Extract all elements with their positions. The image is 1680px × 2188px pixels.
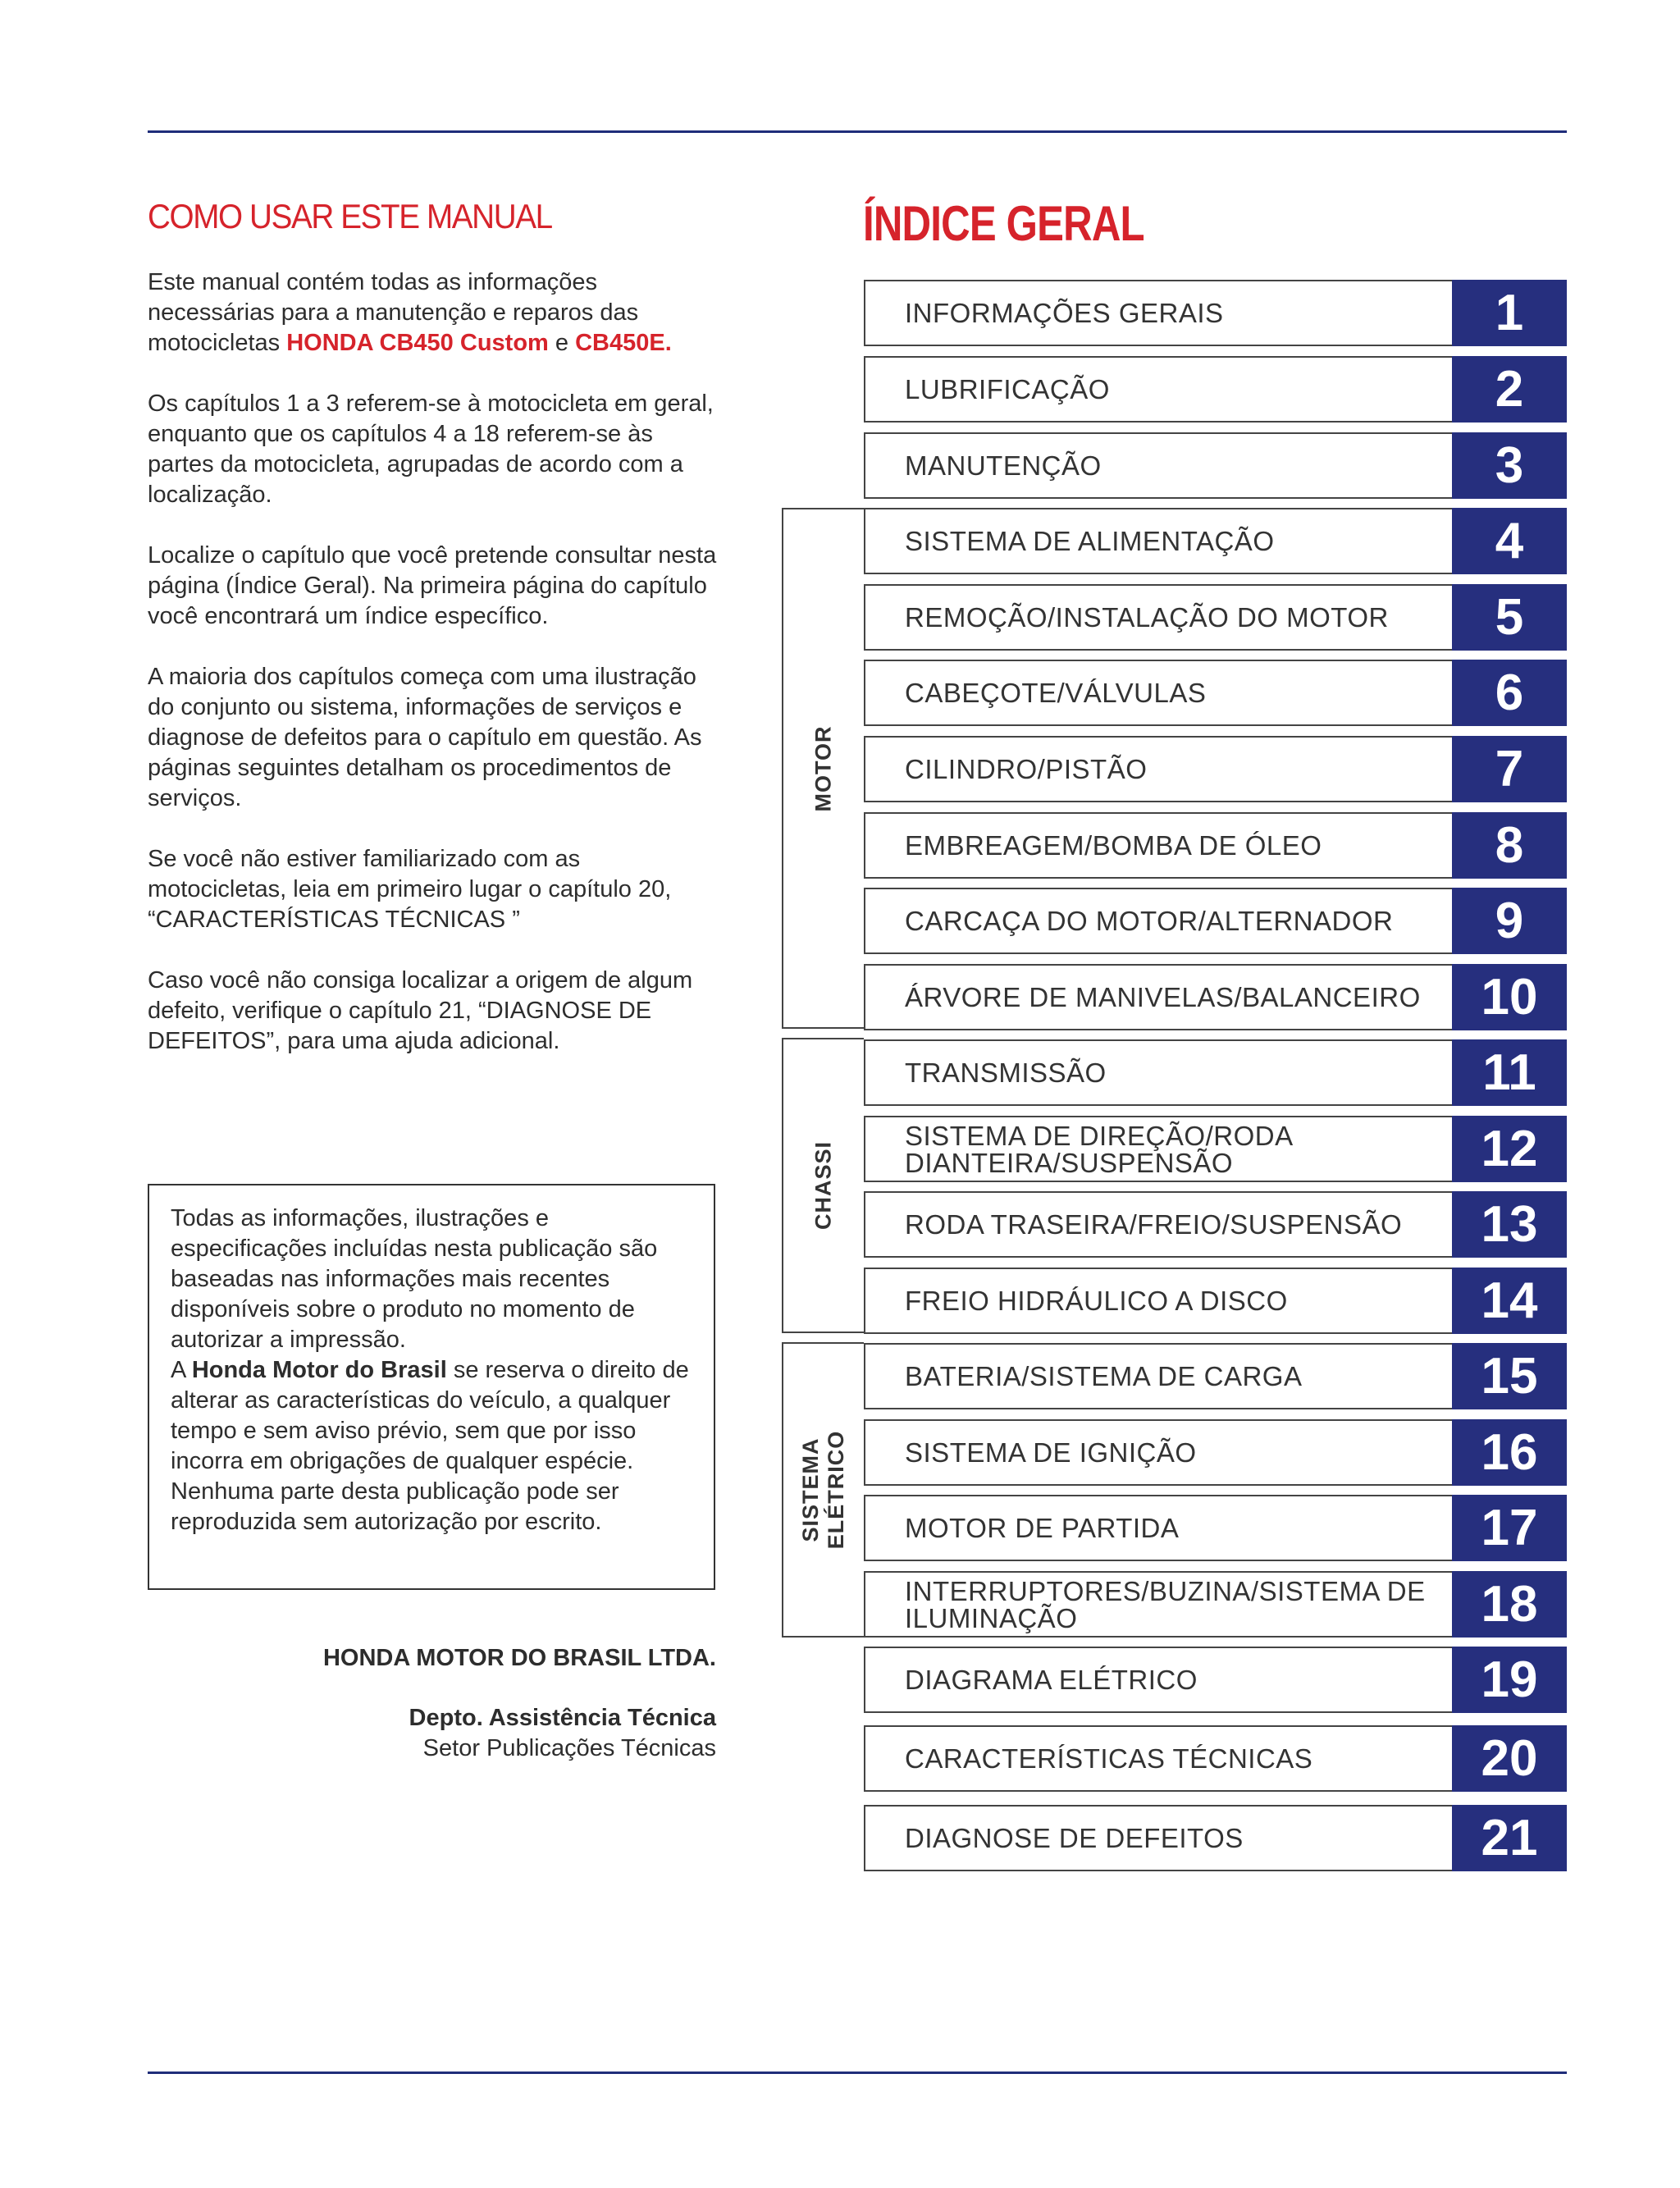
chapter-number[interactable]: 3 bbox=[1452, 432, 1567, 499]
chapter-label: MANUTENÇÃO bbox=[905, 450, 1102, 481]
chapter-row[interactable] bbox=[864, 660, 1567, 726]
chapter-label: SISTEMA DE ALIMENTAÇÃO bbox=[905, 526, 1275, 556]
chapter-number[interactable]: 11 bbox=[1452, 1039, 1567, 1106]
chapter-row[interactable] bbox=[864, 1116, 1567, 1182]
chapter-number[interactable]: 4 bbox=[1452, 508, 1567, 574]
chapter-row[interactable] bbox=[864, 1725, 1567, 1792]
chapter-number[interactable]: 10 bbox=[1452, 964, 1567, 1030]
chapter-number[interactable]: 18 bbox=[1452, 1571, 1567, 1638]
how-to-use-section bbox=[148, 197, 722, 1057]
index-title: ÍNDICE GERAL bbox=[863, 196, 1144, 251]
chapter-row[interactable] bbox=[864, 1039, 1567, 1106]
notice-text-1: Todas as informações, ilustrações e especificações incluídas nesta publicação são baseadas nas informações mais recentes disponíveis sobre o produto no momento de autorizar a impressão. bbox=[171, 1205, 658, 1353]
chapter-row[interactable] bbox=[864, 1191, 1567, 1258]
bottom-rule bbox=[148, 2072, 1567, 2074]
familiar-paragraph: Se você não estiver familiarizado com as motocicletas, leia em primeiro lugar o capítulo 20, “CARACTERÍSTICAS TÉCNICAS ” bbox=[148, 846, 672, 933]
how-to-use-title: COMO USAR ESTE MANUAL bbox=[148, 197, 552, 235]
locate-paragraph: Localize o capítulo que você pretende consultar nesta página (Índice Geral). Na primeira página do capítulo você encontrará um índice específico. bbox=[148, 542, 717, 629]
chapter-row[interactable] bbox=[864, 508, 1567, 574]
chapter-number[interactable]: 17 bbox=[1452, 1495, 1567, 1561]
notice-text-2 bbox=[171, 1355, 692, 1477]
chapter-number[interactable]: 2 bbox=[1452, 356, 1567, 423]
signature-sector: Setor Publicações Técnicas bbox=[422, 1735, 716, 1761]
chapter-label: EMBREAGEM/BOMBA DE ÓLEO bbox=[905, 830, 1322, 861]
chapter-row[interactable] bbox=[864, 888, 1567, 954]
chapter-row[interactable] bbox=[864, 1343, 1567, 1409]
group-chassi bbox=[782, 1038, 864, 1333]
chapter-label: TRANSMISSÃO bbox=[905, 1057, 1107, 1088]
chapter-label: RODA TRASEIRA/FREIO/SUSPENSÃO bbox=[905, 1209, 1403, 1240]
chapter-row[interactable] bbox=[864, 1419, 1567, 1486]
chapter-row[interactable] bbox=[864, 280, 1567, 346]
group-eletrico bbox=[782, 1342, 864, 1638]
chapter-number[interactable]: 16 bbox=[1452, 1419, 1567, 1486]
chapter-number[interactable]: 7 bbox=[1452, 736, 1567, 802]
group-label-eletrico: SISTEMA ELÉTRICO bbox=[798, 1430, 848, 1550]
chapter-row[interactable] bbox=[864, 356, 1567, 423]
signature-dept: Depto. Assistência Técnica bbox=[409, 1705, 716, 1731]
defects-paragraph: Caso você não consiga localizar a origem de algum defeito, verifique o capítulo 21, “DIAGNOSE DE DEFEITOS”, para uma ajuda adicional. bbox=[148, 967, 693, 1054]
chapter-row[interactable] bbox=[864, 1647, 1567, 1713]
top-rule bbox=[148, 130, 1567, 133]
notice-company: Honda Motor do Brasil bbox=[191, 1357, 447, 1383]
model-name-1: HONDA CB450 Custom bbox=[286, 330, 549, 356]
chapter-label: INTERRUPTORES/BUZINA/SISTEMA DE ILUMINAÇÃO bbox=[905, 1575, 1426, 1633]
chapter-label: INFORMAÇÕES GERAIS bbox=[905, 298, 1224, 328]
chapter-label: SISTEMA DE IGNIÇÃO bbox=[905, 1437, 1197, 1468]
notice-text-3: Nenhuma parte desta publicação pode ser reproduzida sem autorização por escrito. bbox=[171, 1478, 619, 1535]
chapter-number[interactable]: 14 bbox=[1452, 1268, 1567, 1334]
chapters-paragraph: Os capítulos 1 a 3 referem-se à motocicleta em geral, enquanto que os capítulos 4 a 18 referem-se às partes da motocicleta, agrupadas de acordo com a localização. bbox=[148, 391, 714, 508]
chapter-row[interactable] bbox=[864, 1571, 1567, 1638]
chapter-row[interactable] bbox=[864, 584, 1567, 651]
chapter-row[interactable] bbox=[864, 964, 1567, 1030]
signature-company: HONDA MOTOR DO BRASIL LTDA. bbox=[322, 1645, 716, 1671]
intro-paragraph bbox=[148, 267, 722, 359]
group-motor bbox=[782, 508, 864, 1029]
chapter-number[interactable]: 6 bbox=[1452, 660, 1567, 726]
notice-suffix: se reserva o direito de alterar as características do veículo, a qualquer tempo e sem aviso prévio, sem que por isso incorra em obrigações de qualquer espécie. bbox=[171, 1357, 689, 1474]
chapter-label: ÁRVORE DE MANIVELAS/BALANCEIRO bbox=[905, 982, 1421, 1012]
chapter-number[interactable]: 15 bbox=[1452, 1343, 1567, 1409]
model-name-2: CB450E. bbox=[575, 330, 672, 356]
chapter-number[interactable]: 5 bbox=[1452, 584, 1567, 651]
chapter-number[interactable]: 1 bbox=[1452, 280, 1567, 346]
chapter-label: MOTOR DE PARTIDA bbox=[905, 1513, 1180, 1543]
group-label-motor: MOTOR bbox=[810, 725, 836, 811]
chapter-label: DIAGRAMA ELÉTRICO bbox=[905, 1665, 1198, 1695]
chapter-number[interactable]: 12 bbox=[1452, 1116, 1567, 1182]
chapter-label: DIAGNOSE DE DEFEITOS bbox=[905, 1823, 1244, 1853]
chapter-label: CILINDRO/PISTÃO bbox=[905, 754, 1148, 784]
chapter-number[interactable]: 13 bbox=[1452, 1191, 1567, 1258]
chapter-number[interactable]: 21 bbox=[1452, 1805, 1567, 1871]
chapter-label: SISTEMA DE DIREÇÃO/RODA DIANTEIRA/SUSPENSÃO bbox=[905, 1120, 1294, 1178]
chapter-label: FREIO HIDRÁULICO A DISCO bbox=[905, 1286, 1288, 1316]
chapter-number[interactable]: 19 bbox=[1452, 1647, 1567, 1713]
chapter-number[interactable]: 9 bbox=[1452, 888, 1567, 954]
chapter-label: CARCAÇA DO MOTOR/ALTERNADOR bbox=[905, 906, 1394, 936]
chapter-label: LUBRIFICAÇÃO bbox=[905, 374, 1110, 404]
structure-paragraph: A maioria dos capítulos começa com uma ilustração do conjunto ou sistema, informações de serviços e diagnose de defeitos para o capítulo em questão. As páginas seguintes detalham os procedimentos de serviços. bbox=[148, 664, 702, 811]
chapter-row[interactable] bbox=[864, 1805, 1567, 1871]
chapter-row[interactable] bbox=[864, 432, 1567, 499]
chapter-number[interactable]: 8 bbox=[1452, 812, 1567, 879]
notice-box bbox=[148, 1184, 715, 1590]
chapter-row[interactable] bbox=[864, 812, 1567, 879]
intro-text: Este manual contém todas as informações necessárias para a manutenção e reparos das motocicletas bbox=[148, 269, 639, 356]
chapter-label: CABEÇOTE/VÁLVULAS bbox=[905, 678, 1207, 708]
group-label-chassi: CHASSI bbox=[810, 1140, 836, 1231]
chapter-number[interactable]: 20 bbox=[1452, 1725, 1567, 1792]
chapter-label: BATERIA/SISTEMA DE CARGA bbox=[905, 1361, 1303, 1391]
notice-prefix: A bbox=[171, 1357, 192, 1383]
chapter-row[interactable] bbox=[864, 1495, 1567, 1561]
chapter-label: CARACTERÍSTICAS TÉCNICAS bbox=[905, 1743, 1313, 1774]
chapter-row[interactable] bbox=[864, 736, 1567, 802]
intro-conjunction: e bbox=[548, 330, 576, 356]
chapter-label: REMOÇÃO/INSTALAÇÃO DO MOTOR bbox=[905, 602, 1389, 633]
chapter-row[interactable] bbox=[864, 1268, 1567, 1334]
